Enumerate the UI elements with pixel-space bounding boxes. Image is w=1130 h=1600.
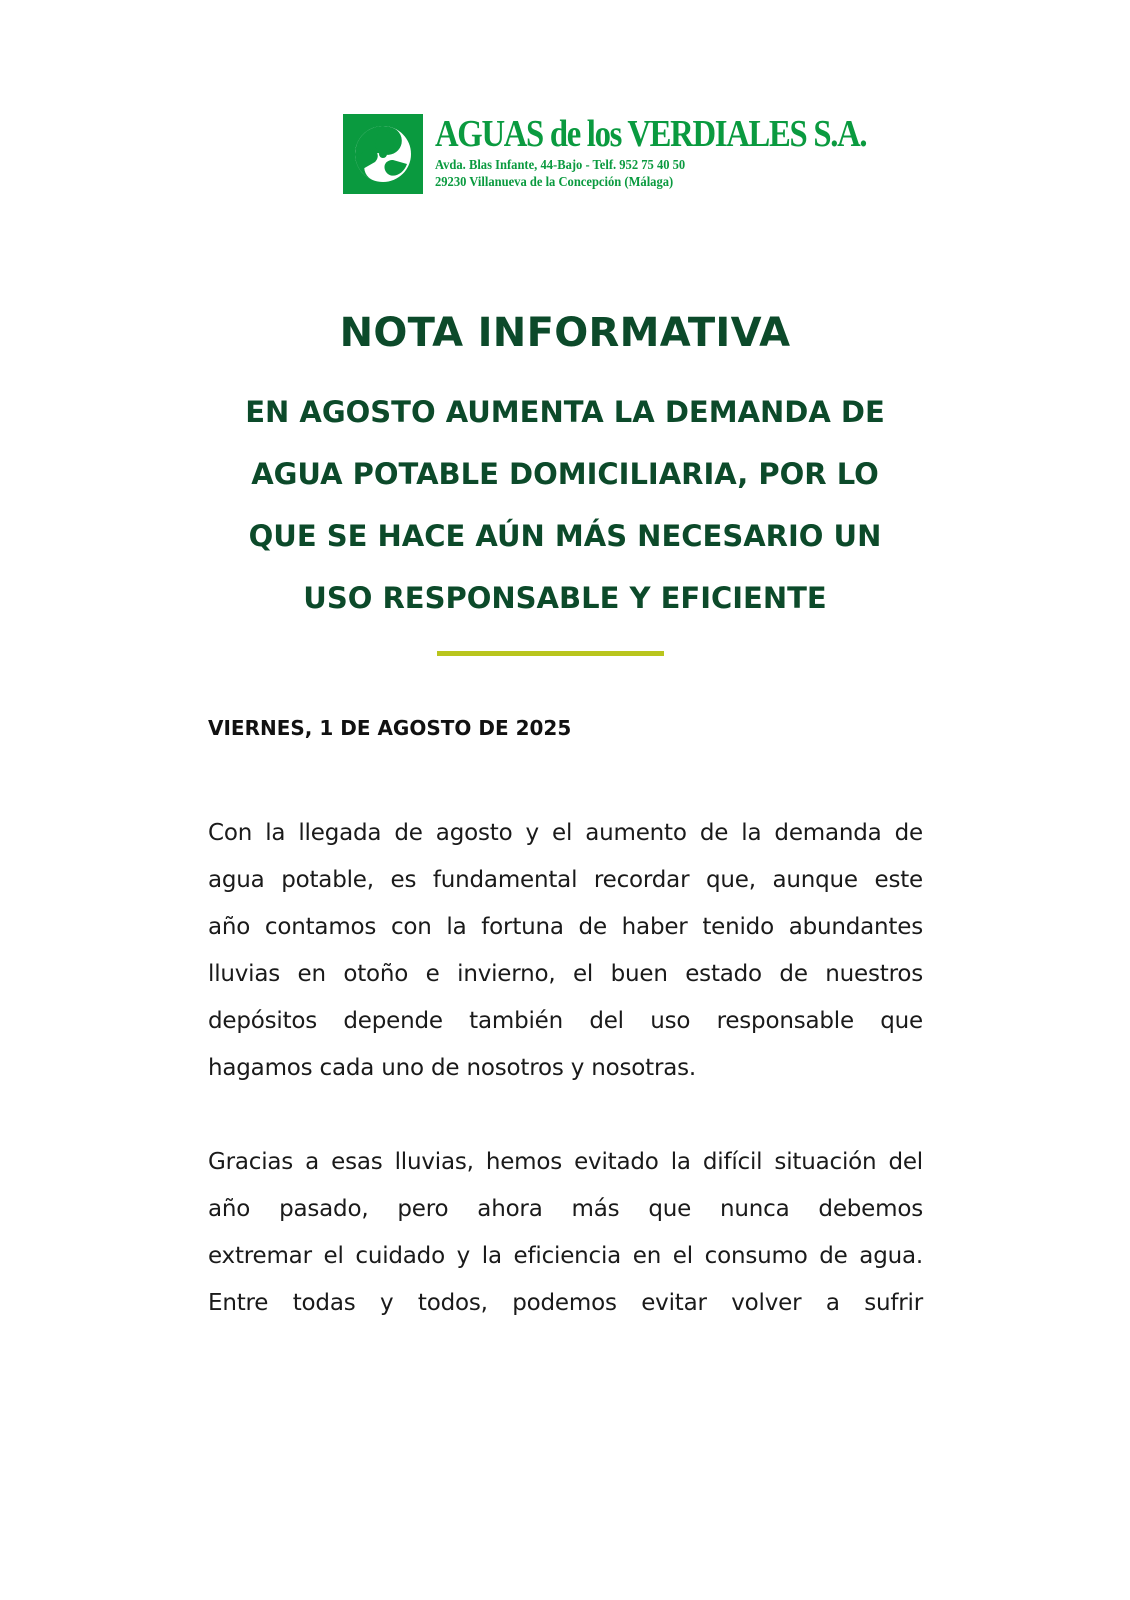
paragraph-line: agua potable, es fundamental recordar que, aunque este xyxy=(208,867,923,893)
paragraph-line: depósitos depende también del uso responsable que xyxy=(208,1008,923,1034)
paragraph-line: extremar el cuidado y la eficiencia en el consumo de agua. xyxy=(208,1243,923,1269)
subtitle-line: AGUA POTABLE DOMICILIARIA, POR LO xyxy=(251,457,879,491)
document-title: NOTA INFORMATIVA xyxy=(339,310,791,356)
body-paragraph xyxy=(208,810,923,1092)
paragraph-line: hagamos cada uno de nosotros y nosotras. xyxy=(208,1055,697,1081)
subtitle-line: USO RESPONSABLE Y EFICIENTE xyxy=(303,581,827,615)
paragraph-line: Gracias a esas lluvias, hemos evitado la difícil situación del xyxy=(208,1149,923,1175)
paragraph-line: Entre todas y todos, podemos evitar volver a sufrir xyxy=(208,1290,923,1316)
company-address-line: 29230 Villanueva de la Concepción (Málaga) xyxy=(435,174,674,189)
paragraph-line: Con la llegada de agosto y el aumento de la demanda de xyxy=(208,820,923,846)
triskelion-logo-icon xyxy=(343,114,423,194)
subtitle-line: EN AGOSTO AUMENTA LA DEMANDA DE xyxy=(245,395,885,429)
accent-divider xyxy=(437,651,664,656)
paragraph-line: año pasado, pero ahora más que nunca debemos xyxy=(208,1196,923,1222)
paragraph-line: año contamos con la fortuna de haber tenido abundantes xyxy=(208,914,923,940)
company-address-line: Avda. Blas Infante, 44-Bajo - Telf. 952 75 40 50 xyxy=(435,157,686,172)
document-subtitle xyxy=(190,381,940,629)
company-name: AGUAS de los VERDIALES S.A. xyxy=(435,113,867,155)
body-paragraph xyxy=(208,1139,923,1327)
letterhead xyxy=(343,114,936,194)
company-info xyxy=(435,114,936,190)
publication-date: VIERNES, 1 DE AGOSTO DE 2025 xyxy=(208,716,572,740)
subtitle-line: QUE SE HACE AÚN MÁS NECESARIO UN xyxy=(248,519,882,553)
paragraph-line: lluvias en otoño e invierno, el buen estado de nuestros xyxy=(208,961,923,987)
